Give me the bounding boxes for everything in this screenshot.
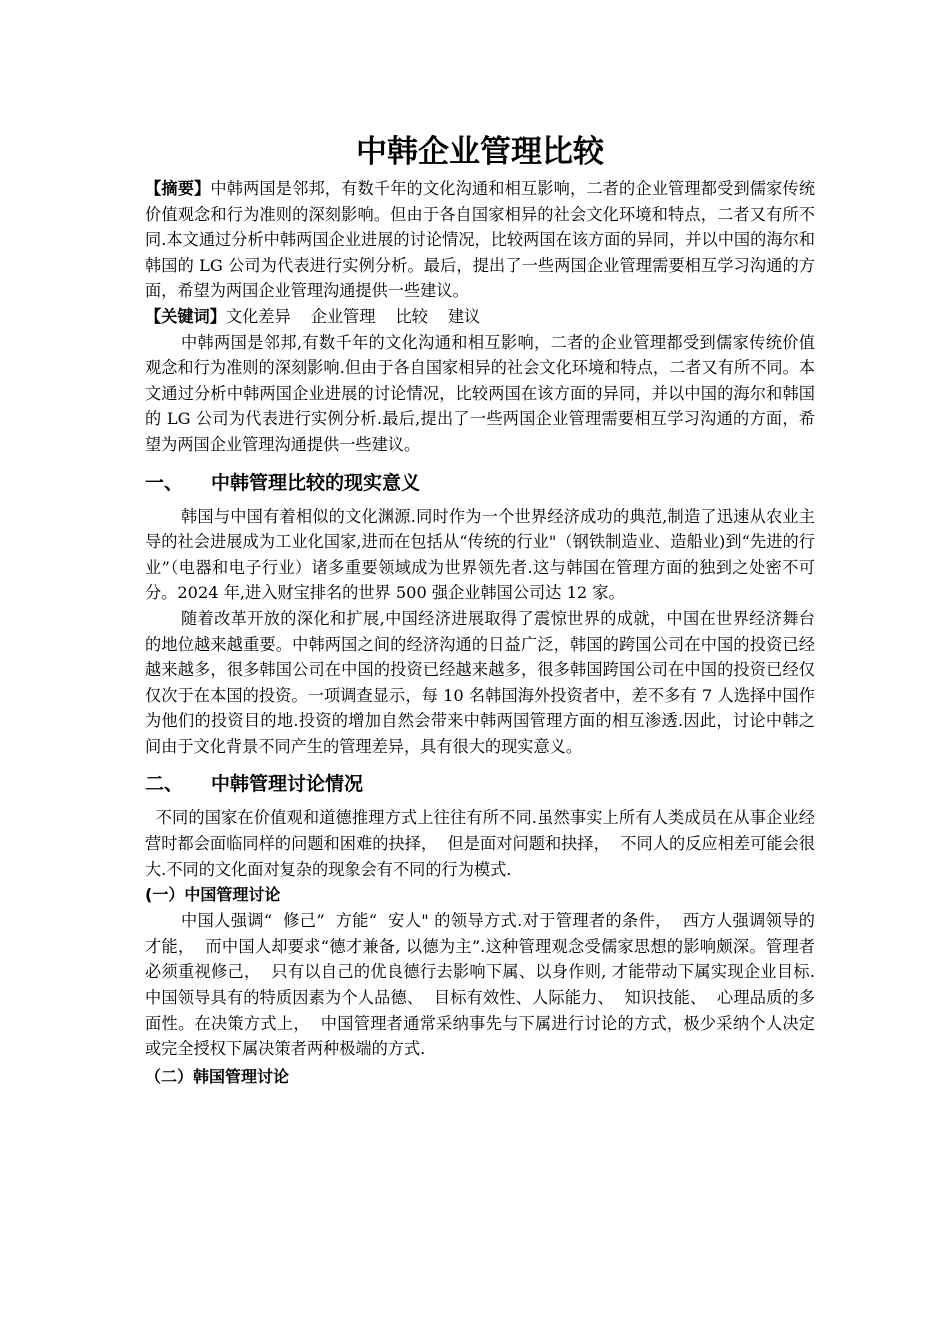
section-number: 二、 xyxy=(145,773,184,796)
keyword-item: 文化差异 xyxy=(225,306,291,326)
section-heading xyxy=(145,468,815,498)
body-paragraph: 韩国与中国有着相似的文化渊源.同时作为一个世界经济成功的典范,制造了迅速从农业主导的社会进展成为工业化国家,进而在包括从“传统的行业"（钢铁制造业、造船业)到“先进的行业”（电器和电子行业）诸多重要领域成为世界领先者.这与韩国在管理方面的独到之处密不可分。2024 年,进入财宝排名的世界 500 强企业韩国公司达 12 家。 xyxy=(145,506,815,603)
keyword-item: 企业管理 xyxy=(310,306,376,326)
body-paragraph: 随着改革开放的深化和扩展,中国经济进展取得了震惊世界的成就，中国在世界经济舞台的地位越来越重要。中韩两国之间的经济沟通的日益广泛，韩国的跨国公司在中国的投资已经越来越多，很多韩国公司在中国的投资已经越来越多，很多韩国跨国公司在中国的投资已经仅仅次于在本国的投资。一项调查显示，每 10 名韩国海外投资者中，差不多有 7 人选择中国作为他们的投资目的地.投资的增加自然会带来中韩两国管理方面的相互渗透.因此，讨论中韩之间由于文化背景不同产生的管理差异，具有很大的现实意义。 xyxy=(145,608,815,756)
section-title: 中韩管理比较的现实意义 xyxy=(211,471,421,494)
document-body xyxy=(145,128,815,1090)
intro-paragraph: 中韩两国是邻邦,有数千年的文化沟通和相互影响，二者的企业管理都受到儒家传统价值观念和行为准则的深刻影响.但由于各自国家相异的社会文化环境和特点，二者又有所不同。本文通过分析中韩两国企业进展的讨论情况，比较两国在该方面的异同，并以中国的海尔和韩国的 LG 公司为代表进行实例分析.最后,提出了一些两国企业管理需要相互学习沟通的方面，希望为两国企业管理沟通提供一些建议。 xyxy=(145,332,815,454)
keyword-item: 比较 xyxy=(395,306,428,326)
subsection-heading: (一）中国管理讨论 xyxy=(145,885,281,905)
body-paragraph: 中国人强调“ 修己” 方能“ 安人" 的领导方式.对于管理者的条件， 西方人强调领导的才能， 而中国人却要求“德才兼备, 以德为主”.这种管理观念受儒家思想的影响颇深。管理者必须重视修己， 只有以自己的优良德行去影响下属、以身作则, 才能带动下属实现企业目标.中国领导具有的特质因素为个人品德、 目标有效性、人际能力、 知识技能、 心理品质的多面性。在决策方式上， 中国管理者通常采纳事先与下属进行讨论的方式，极少采纳个人决定或完全授权下属决策者两种极端的方式. xyxy=(145,911,815,1059)
keyword-item: 建议 xyxy=(447,306,481,326)
subsection-heading: （二）韩国管理讨论 xyxy=(145,1066,290,1086)
section-heading xyxy=(145,769,815,799)
body-paragraph: 不同的国家在价值观和道德推理方式上往往有所不同.虽然事实上所有人类成员在从事企业经营时都会面临同样的问题和困难的抉择， 但是面对问题和抉择， 不同人的反应相差可能会很大.不同的文化面对复杂的现象会有不同的行为模式. xyxy=(145,808,815,879)
abstract-label: 【摘要】 xyxy=(145,179,211,198)
section-title: 中韩管理讨论情况 xyxy=(211,773,364,796)
document-title: 中韩企业管理比较 xyxy=(356,134,604,170)
section-number: 一、 xyxy=(145,471,184,494)
keywords-line xyxy=(145,304,815,330)
abstract-paragraph xyxy=(145,176,815,304)
abstract-text: 中韩两国是邻邦，有数千年的文化沟通和相互影响，二者的企业管理都受到儒家传统价值观念和行为准则的深刻影响。但由于各自国家相异的社会文化环境和特点，二者又有所不同.本文通过分析中韩两国企业进展的讨论情况，比较两国在该方面的异同，并以中国的海尔和韩国的 LG 公司为代表进行实例分析。最后，提出了一些两国企业管理需要相互学习沟通的方面，希望为两国企业管理沟通提供一些建议。 xyxy=(145,179,816,301)
keywords-label: 【关键词】 xyxy=(145,306,226,326)
